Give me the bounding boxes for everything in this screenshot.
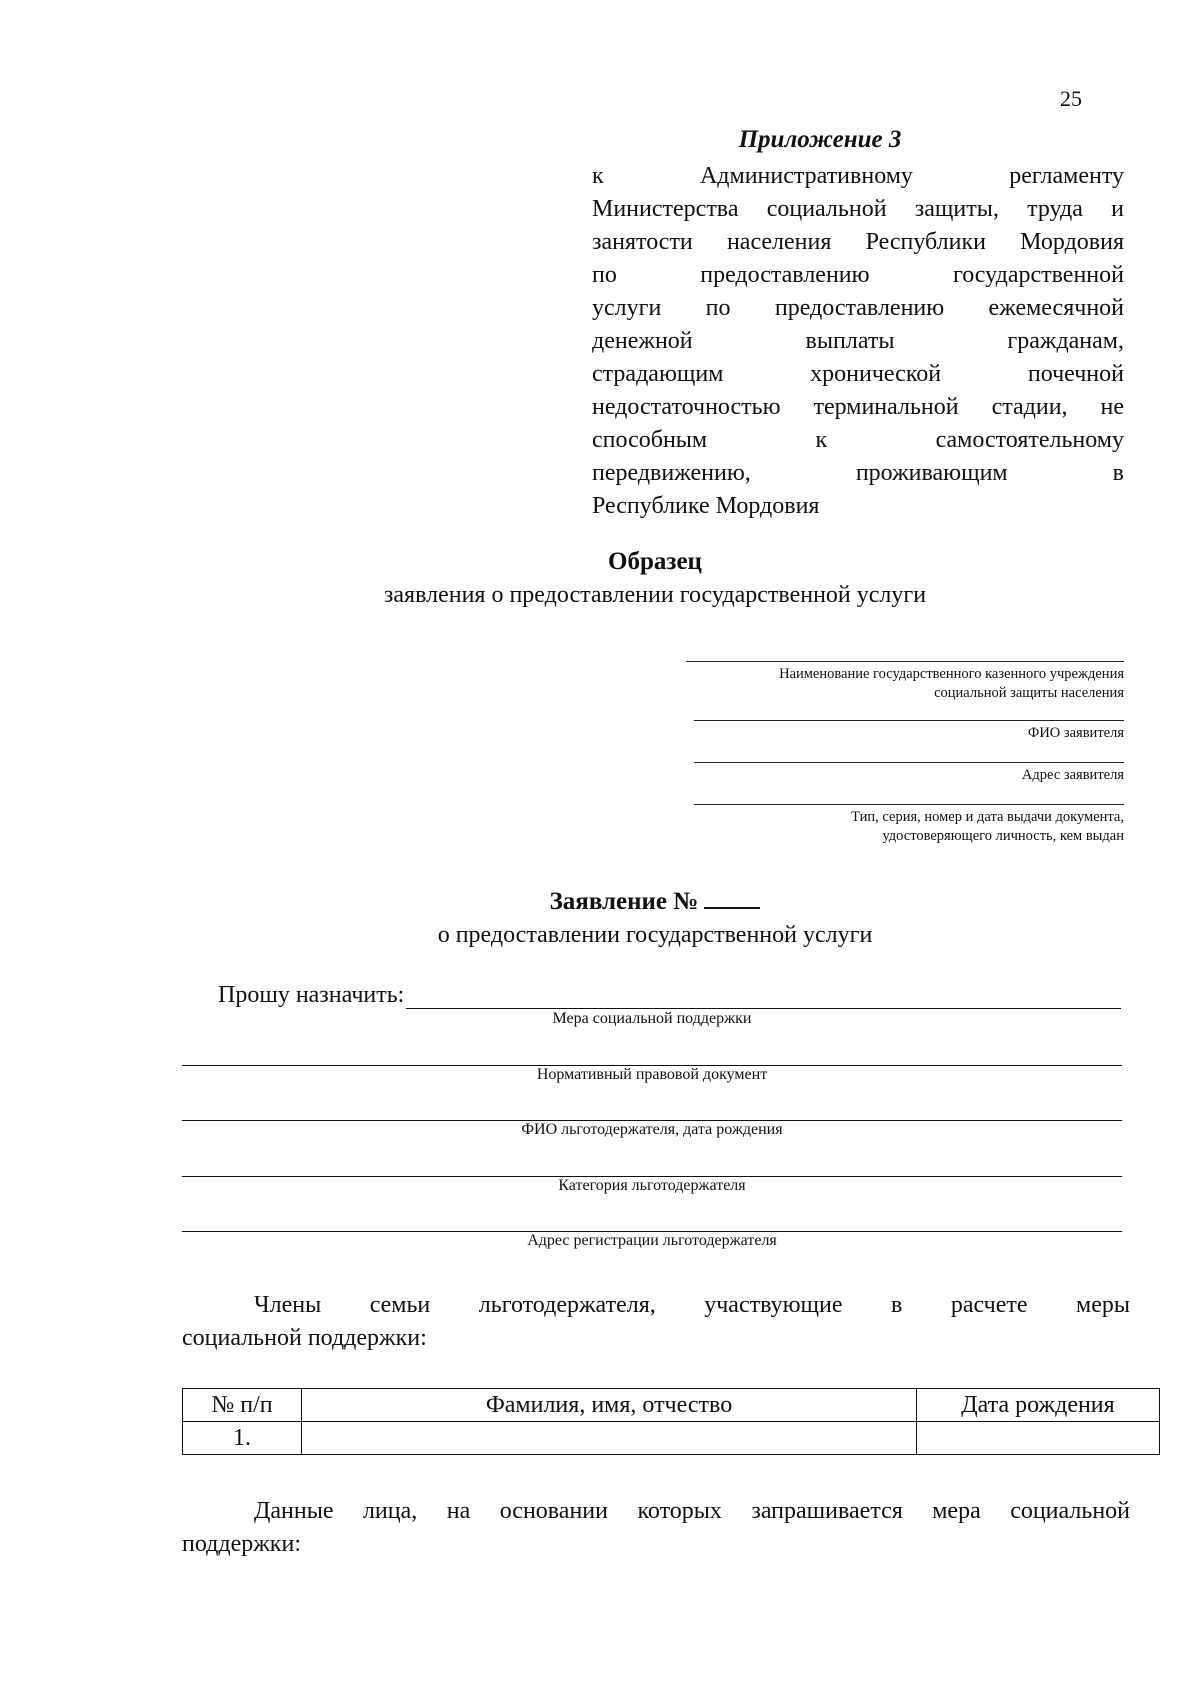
identity-document-field[interactable] [694,804,1124,846]
appendix-line: по предоставлению государственной [592,262,1124,288]
fill-line [694,762,1124,763]
fill-line [686,661,1124,662]
field-caption: социальной защиты населения [934,685,1124,701]
paragraph-line: поддержки: [182,1531,301,1557]
field-caption: ФИО заявителя [1027,725,1124,741]
sample-subtitle: заявления о предоставлении государственной услуги [383,582,927,608]
appendix-line: занятости населения Республики Мордовия [592,229,1124,255]
appendix-line: способным к самостоятельному [592,427,1124,453]
application-title [0,888,1200,916]
field-caption: Тип, серия, номер и дата выдачи документа, [851,809,1124,825]
support-measure-caption: Мера социальной поддержки [552,1010,752,1027]
beneficiary-category-caption: Категория льготодержателя [558,1177,746,1194]
request-label: Прошу назначить: [218,982,405,1008]
family-members-table [182,1388,1160,1455]
paragraph-line: Члены семьи льготодержателя, участвующие в расчете меры [254,1292,1130,1318]
fill-line [694,804,1124,805]
appendix-line: страдающим хронической почечной [592,361,1124,387]
field-caption: Наименование государственного казенного учреждения [779,666,1124,682]
appendix-line: Министерства социальной защиты, труда и [592,196,1124,222]
table-row [183,1422,1160,1455]
column-header: № п/п [183,1389,302,1422]
family-members-paragraph [182,1289,1130,1355]
appendix-line: услуги по предоставлению ежемесячной [592,295,1124,321]
institution-field[interactable] [686,661,1124,703]
appendix-line: денежной выплаты гражданам, [592,328,1124,354]
fill-line [694,720,1124,721]
table-header-row [183,1389,1160,1422]
appendix-line: передвижению, проживающим в [592,460,1124,486]
field-caption: удостоверяющего личность, кем выдан [882,828,1124,844]
application-subtitle: о предоставлении государственной услуги [437,922,873,948]
appendix-line: к Административному регламенту [592,163,1124,189]
application-title-text: Заявление № [549,888,699,915]
applicant-address-field[interactable] [694,762,1124,785]
row-number-cell: 1. [183,1422,302,1455]
page-number: 25 [1060,86,1082,111]
birth-date-cell[interactable] [917,1422,1160,1455]
paragraph-line: Данные лица, на основании которых запрашивается мера социальной [254,1498,1130,1524]
column-header: Фамилия, имя, отчество [302,1389,917,1422]
legal-document-caption: Нормативный правовой документ [536,1066,768,1083]
paragraph-line: социальной поддержки: [182,1325,427,1351]
appendix-description [592,160,1124,523]
full-name-cell[interactable] [302,1422,917,1455]
support-measure-field[interactable] [406,986,1121,1009]
application-number-blank[interactable] [704,907,760,909]
applicant-name-field[interactable] [694,720,1124,743]
registration-address-caption: Адрес регистрации льготодержателя [527,1232,777,1249]
beneficiary-name-caption: ФИО льготодержателя, дата рождения [521,1121,783,1138]
request-row [218,982,1121,1009]
data-basis-paragraph [182,1495,1130,1561]
appendix-line: недостаточностью терминальной стадии, не [592,394,1124,420]
sample-title: Образец [608,548,702,575]
field-caption: Адрес заявителя [1021,767,1124,783]
appendix-title: Приложение 3 [738,126,902,153]
column-header: Дата рождения [917,1389,1160,1422]
appendix-line: Республике Мордовия [592,493,820,519]
